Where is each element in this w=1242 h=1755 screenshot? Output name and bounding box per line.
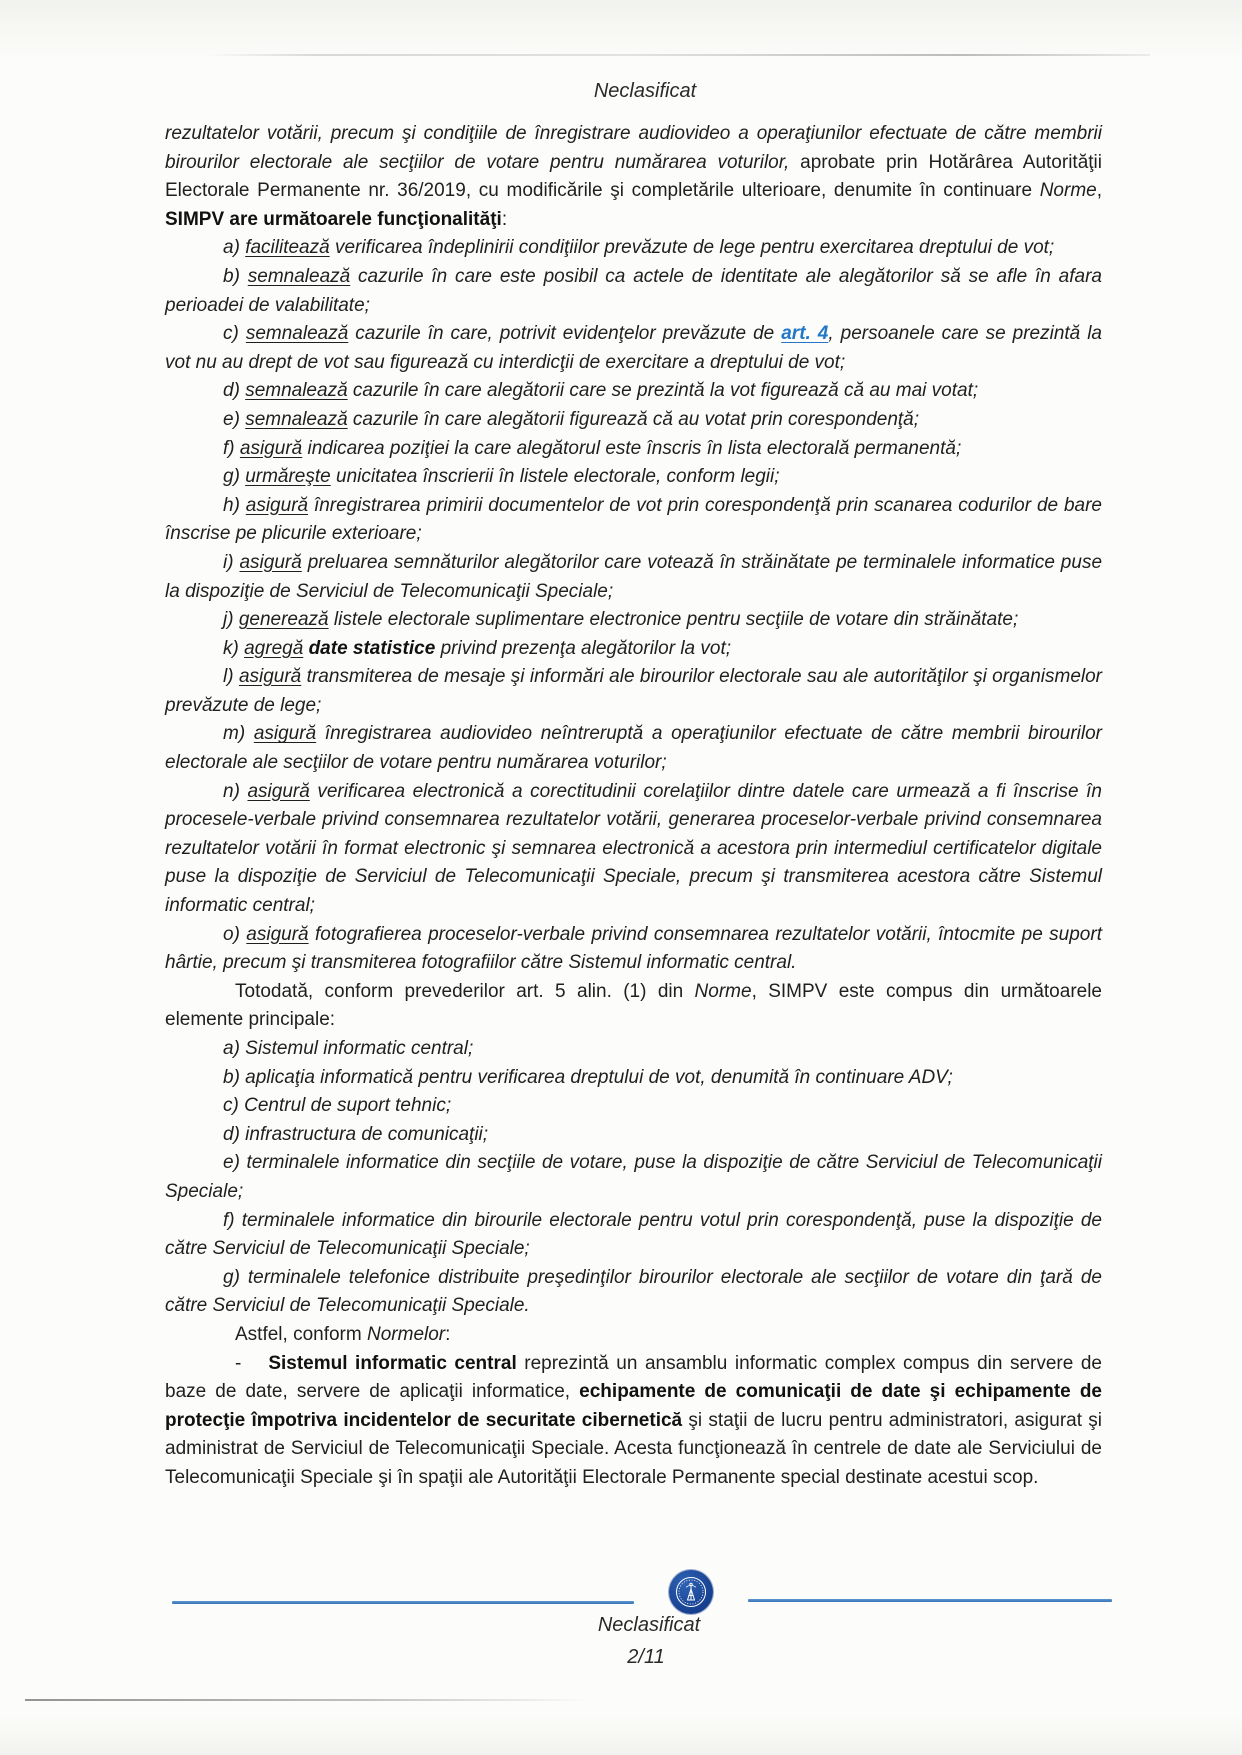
text-segment: asigură (239, 437, 303, 459)
functionality-item-d (165, 377, 1102, 406)
text-segment: l) (223, 666, 239, 688)
element-item-a (165, 1035, 1102, 1064)
text-segment: Normelor (367, 1323, 446, 1345)
element-item-f (165, 1207, 1102, 1264)
element-item-d (165, 1121, 1102, 1150)
functionality-item-h (165, 492, 1102, 549)
text-segment: indicarea poziţiei la care alegătorul este înscris în lista electorală permanentă; (302, 437, 962, 459)
scan-artifact-line-bottom (25, 1699, 590, 1701)
text-segment: unicitatea înscrierii în listele electorale, conform legii; (330, 466, 780, 488)
text-segment: g) (223, 466, 246, 488)
text-segment: e) (223, 408, 246, 430)
astfel-paragraph (165, 1321, 1102, 1350)
functionality-item-b (165, 263, 1102, 320)
functionality-item-j (165, 606, 1102, 635)
text-segment: date statistice (308, 637, 436, 659)
text-segment: rezultatelor votării, precum şi condiţiile de înregistrare audiovideo a operaţiunilor efectuate de către membrii birourilor electorale ale secţiilor de votare pentru numărarea voturilor, (165, 123, 1102, 173)
text-segment: cazurile în care este posibil ca actele de identitate ale alegătorilor să se afle în afara perioadei de valabilitate; (165, 265, 1102, 316)
text-segment: k) (223, 637, 245, 659)
document-body (165, 120, 1102, 1493)
text-segment: j) (223, 609, 239, 631)
text-segment: g) terminalele telefonice distribuite preşedinţilor birourilor electorale ale secţiilor de votare din ţară de către Serviciul de Telecomunicaţii Speciale. (165, 1266, 1102, 1317)
text-segment: cazurile în care alegătorii care se prezintă la vot figurează că au mai votat; (347, 380, 979, 402)
scan-shading-bottom (0, 1715, 1242, 1755)
text-segment: înregistrarea audiovideo neîntreruptă a operaţiunilor efectuate de către membrii birourilor electorale ale secţiilor de votare pentru numărarea voturilor; (165, 723, 1102, 774)
text-segment: Totodată, conform prevederilor art. 5 alin. (1) din (235, 980, 695, 1002)
text-segment: înregistrarea primirii documentelor de vot prin corespondenţă prin scanarea codurilor de bare înscrise pe plicurile exterioare; (165, 494, 1102, 545)
functionality-item-l (165, 663, 1102, 720)
footer-classification: Neclasificat (597, 1614, 701, 1636)
text-segment: cazurile în care alegătorii figurează că au votat prin corespondenţă; (347, 408, 920, 430)
text-segment: i) (223, 551, 240, 573)
functionality-item-a (165, 234, 1102, 263)
text-segment: b) aplicaţia informatică pentru verificarea dreptului de vot, denumită în continuare ADV; (223, 1066, 953, 1088)
text-segment: c) Centrul de suport tehnic; (223, 1095, 452, 1117)
footer-rule-left (172, 1601, 634, 1604)
text-segment: e) terminalele informatice din secţiile de votare, puse la dispoziţie de către Serviciul de Telecomunicaţii Speciale; (165, 1152, 1102, 1202)
intro-paragraph (165, 120, 1102, 234)
text-segment: , (1096, 180, 1102, 202)
text-segment: asigură (245, 494, 309, 516)
text-segment: şi staţii de lucru pentru administratori, asigurat şi administrat de Serviciul de Telecomunicaţii Speciale. Acesta funcţionează în centrele de date ale Serviciului de Telecomunicaţii Speciale şi în spaţii ale Autorităţii Electorale Permanente special destinate acestui scop. (165, 1409, 1102, 1488)
text-segment: urmăreşte (245, 466, 331, 488)
text-segment: listele electorale suplimentare electronice pentru secţiile de votare din străinătate; (328, 609, 1019, 631)
text-segment: generează (238, 609, 329, 631)
text-segment: Sistemul informatic central (268, 1352, 517, 1374)
element-item-c (165, 1092, 1102, 1121)
text-segment: d) (223, 380, 246, 402)
text-segment: a) (223, 237, 246, 259)
composition-paragraph (165, 978, 1102, 1035)
element-item-b (165, 1064, 1102, 1093)
text-segment: reprezintă un ansamblu informatic complex compus din servere de baze de date, servere de aplicaţii informatice, (165, 1352, 1102, 1403)
text-segment: echipamente de comunicaţii de date şi echipamente de protecţie împotriva incidentelor de securitate cibernetică (165, 1381, 1102, 1431)
functionality-item-o (165, 921, 1102, 978)
text-segment: aprobate prin Hotărârea Autorităţii Electorale Permanente nr. 36/2019, cu modificările şi completările ulterioare, denumite în continuare (165, 151, 1102, 202)
scan-shading-top (0, 0, 1242, 60)
text-segment: asigură (247, 780, 310, 802)
text-segment: Astfel, conform (235, 1323, 367, 1345)
sts-seal-graphic (673, 1574, 709, 1610)
text-segment: asigură (253, 723, 317, 745)
functionality-item-i (165, 549, 1102, 606)
art-4-link[interactable]: art. 4 (781, 323, 829, 345)
text-segment: , SIMPV este compus din următoarele elemente principale: (165, 980, 1102, 1031)
text-segment: Norme (694, 980, 752, 1002)
text-segment: o) (223, 923, 247, 945)
footer-rule-right (748, 1599, 1112, 1602)
text-segment: semnalează (245, 323, 349, 345)
text-segment: asigură (238, 666, 302, 688)
text-segment: b) (223, 265, 248, 287)
text-segment: - (235, 1352, 242, 1374)
text-segment: , persoanele care se prezintă la vot nu au drept de vot sau figurează cu interdicţii de exercitare a dreptului de vot; (165, 323, 1103, 373)
text-segment: : (445, 1323, 451, 1345)
text-segment: verificarea îndeplinirii condiţiilor prevăzute de lege pentru exercitarea dreptului de vot; (329, 237, 1055, 259)
text-segment: a) Sistemul informatic central; (223, 1038, 474, 1059)
central-system-paragraph (165, 1350, 1102, 1493)
text-segment: h) (223, 494, 246, 516)
functionality-item-g (165, 463, 1102, 492)
text-segment: c) (223, 323, 246, 345)
functionality-item-c (165, 320, 1102, 377)
text-segment: preluarea semnăturilor alegătorilor care votează în străinătate pe terminalele informatice puse la dispoziţie de Serviciul de Telecomunicaţii Speciale; (165, 551, 1103, 602)
sts-seal-icon (669, 1570, 713, 1614)
footer-page-number: 2/11 (627, 1646, 665, 1668)
text-segment: f) terminalele informatice din birourile electorale pentru votul prin corespondenţă, puse la dispoziţie de către Serviciul de Telecomunicaţii Speciale; (165, 1209, 1102, 1260)
text-segment: fotografierea proceselor-verbale privind consemnarea rezultatelor votării, întocmite pe suport hârtie, precum şi transmiterea fotografiilor către Sistemul informatic central. (165, 923, 1102, 974)
text-segment: n) (223, 780, 248, 802)
text-segment: d) infrastructura de comunicaţii; (223, 1123, 489, 1145)
header-classification: Neclasificat (593, 80, 697, 102)
text-segment: verificarea electronică a corectitudinii corelaţiilor dintre datele care urmează a fi înscrise în procesele-verbale privind consemnarea rezultatelor votării, generarea proceselor-verbale privind consemnarea rezultatelor votării în format electronic şi semnarea electronică a acestora prin intermediul certificatelor digitale puse la dispoziţie de Serviciul de Telecomunicaţii Speciale, precum şi transmiterea acestora către Sistemul informatic central; (165, 780, 1102, 917)
text-segment: semnalează (245, 380, 348, 402)
text-segment: m) (223, 723, 254, 745)
functionality-item-m (165, 720, 1102, 777)
functionality-item-k (165, 635, 1102, 664)
text-segment: privind prezenţa alegătorilor la vot; (435, 637, 732, 659)
text-segment: asigură (246, 923, 309, 945)
text-segment: agregă (244, 637, 304, 659)
text-segment: semnalează (245, 408, 348, 430)
scan-artifact-line-top (205, 54, 1150, 56)
text-segment: SIMPV are următoarele funcţionalităţi (165, 208, 502, 230)
element-item-g (165, 1264, 1102, 1321)
element-item-e (165, 1149, 1102, 1206)
text-segment: f) (223, 437, 240, 459)
text-segment: transmiterea de mesaje şi informări ale birourilor electorale sau ale autorităţilor şi organismelor prevăzute de lege; (165, 666, 1103, 716)
text-segment: asigură (239, 551, 302, 573)
functionality-item-f (165, 435, 1102, 464)
text-segment: facilitează (245, 237, 330, 259)
text-segment: Norme (1039, 180, 1097, 202)
text-segment: semnalează (247, 265, 351, 287)
functionality-item-n (165, 778, 1102, 921)
text-segment: : (501, 208, 508, 230)
text-segment: cazurile în care, potrivit evidenţelor prevăzute de (348, 323, 782, 345)
functionality-item-e (165, 406, 1102, 435)
